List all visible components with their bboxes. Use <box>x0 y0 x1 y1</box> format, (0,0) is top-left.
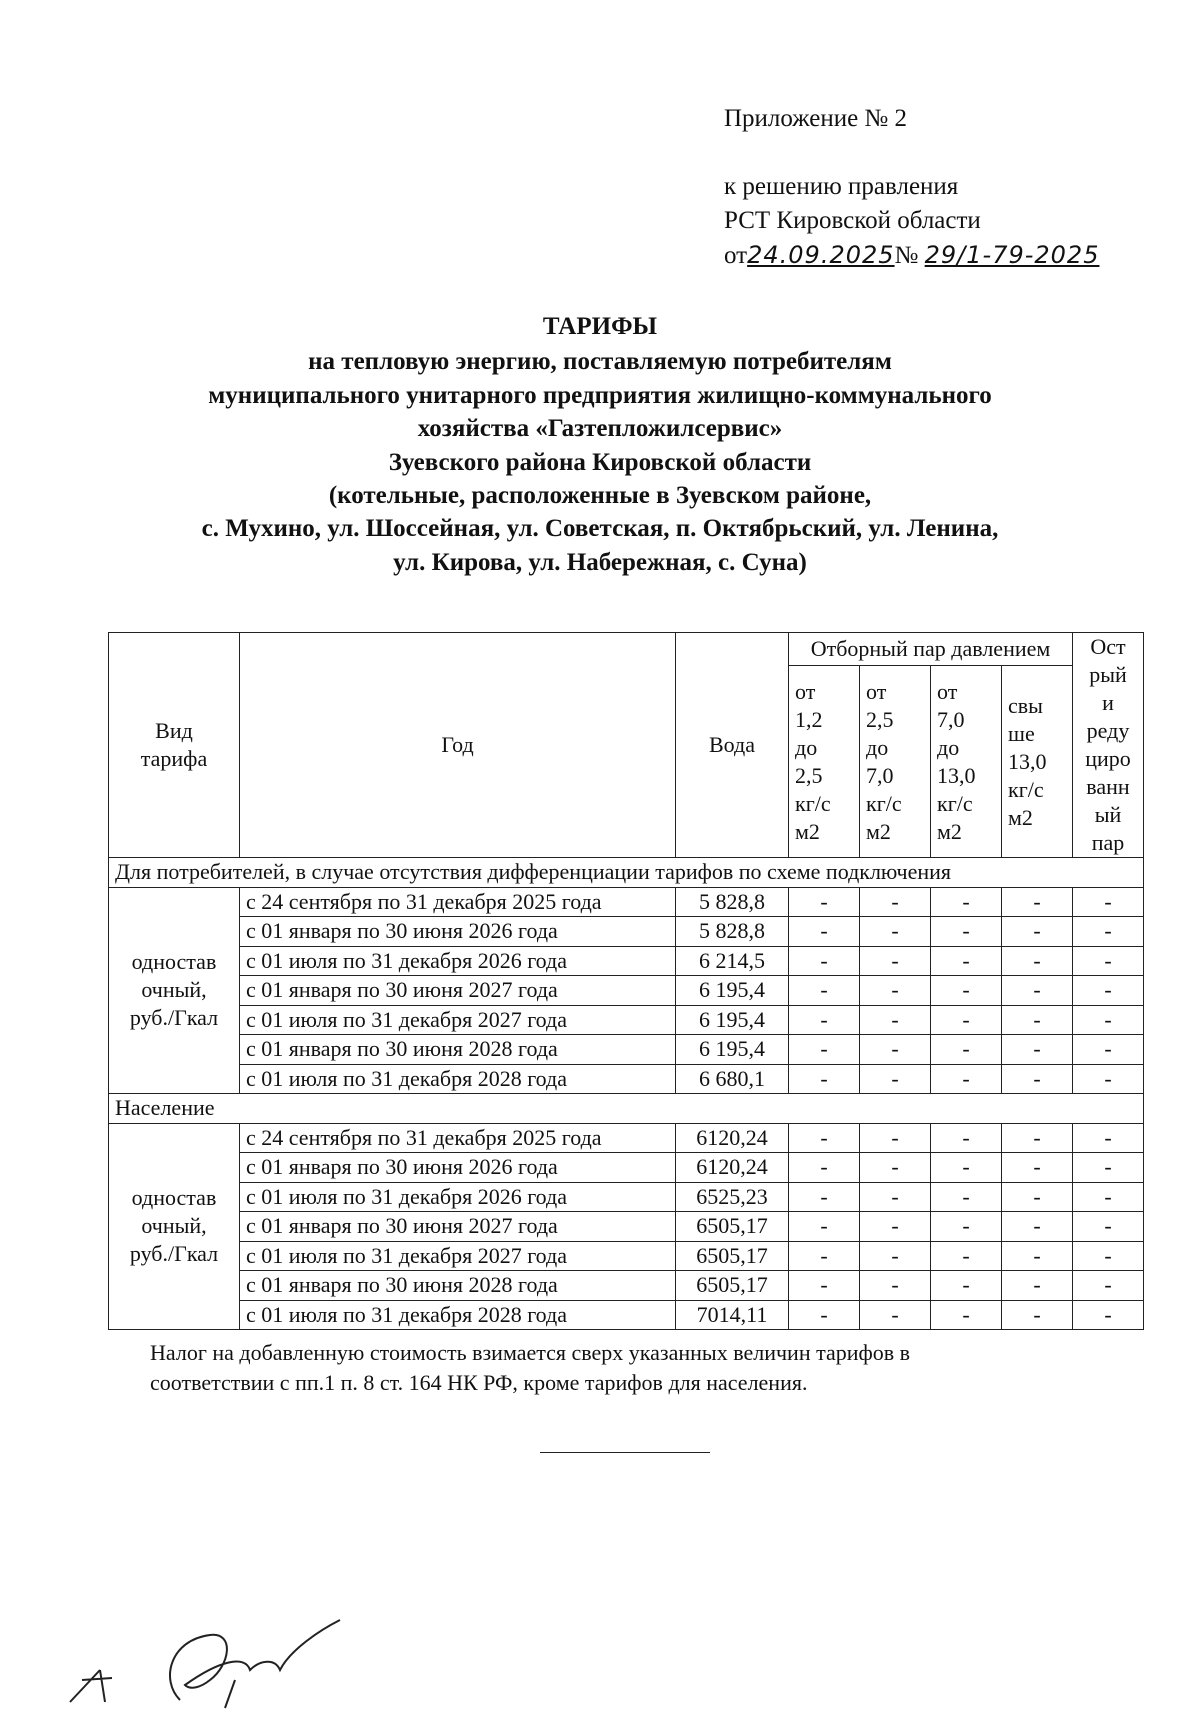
header-steam-line: кг/с <box>1008 776 1044 802</box>
header-steam-line: 13,0 <box>937 762 976 788</box>
water-value: 5 828,8 <box>676 917 789 947</box>
header-water: Вода <box>676 633 789 858</box>
steam-value: - <box>1002 976 1073 1006</box>
header-steam-line: от <box>937 678 958 704</box>
water-value: 6 195,4 <box>676 1035 789 1065</box>
steam-value: - <box>1002 1064 1073 1094</box>
table-row <box>109 1271 1144 1301</box>
ostr-value: - <box>1073 917 1144 947</box>
ostr-value: - <box>1073 1300 1144 1330</box>
vat-note-line: соответствии с пп.1 п. 8 ст. 164 НК РФ, кроме тарифов для населения. <box>150 1370 808 1395</box>
header-steam-line: 7,0 <box>866 762 894 788</box>
header-steam-line: кг/с <box>866 790 902 816</box>
steam-value: - <box>789 1153 860 1183</box>
steam-value: - <box>860 946 931 976</box>
steam-value: - <box>860 1035 931 1065</box>
header-steam-line: от <box>866 678 887 704</box>
header-vid-line: тарифа <box>140 746 208 771</box>
header-steam-col <box>931 666 1002 858</box>
header-ostr-line: Ост <box>1090 634 1126 659</box>
steam-value: - <box>1002 1123 1073 1153</box>
header-steam-line: кг/с <box>795 790 831 816</box>
water-value: 6505,17 <box>676 1271 789 1301</box>
table-row <box>109 1123 1144 1153</box>
steam-value: - <box>931 917 1002 947</box>
title-line: ул. Кирова, ул. Набережная, с. Суна) <box>393 548 807 576</box>
steam-value: - <box>860 1005 931 1035</box>
steam-value: - <box>1002 1212 1073 1242</box>
period-cell: с 24 сентября по 31 декабря 2025 года <box>240 887 676 917</box>
tariff-type-line: очный, <box>141 1213 207 1239</box>
header-ostr-line: рый <box>1089 662 1127 687</box>
period-cell: с 01 января по 30 июня 2027 года <box>240 976 676 1006</box>
handwritten-signature <box>60 1610 350 1710</box>
steam-value: - <box>789 1035 860 1065</box>
appendix-block <box>724 102 1099 273</box>
steam-value: - <box>1002 1035 1073 1065</box>
steam-value: - <box>860 1064 931 1094</box>
header-steam-line: от <box>795 678 816 704</box>
steam-value: - <box>931 1123 1002 1153</box>
steam-value: - <box>860 1153 931 1183</box>
ostr-value: - <box>1073 1182 1144 1212</box>
section-row <box>109 1094 1144 1124</box>
header-vid <box>109 633 240 858</box>
period-cell: с 01 января по 30 июня 2028 года <box>240 1035 676 1065</box>
appendix-gap <box>724 136 1099 170</box>
section-title: Население <box>109 1094 1144 1124</box>
steam-value: - <box>789 1271 860 1301</box>
appendix-date-line <box>724 238 1099 273</box>
period-cell: с 01 июля по 31 декабря 2028 года <box>240 1300 676 1330</box>
water-value: 6 214,5 <box>676 946 789 976</box>
steam-value: - <box>931 1182 1002 1212</box>
header-ostr <box>1073 633 1144 858</box>
ostr-value: - <box>1073 1064 1144 1094</box>
from-label: от <box>724 242 748 269</box>
steam-value: - <box>1002 946 1073 976</box>
steam-value: - <box>860 976 931 1006</box>
tariff-type <box>109 1123 240 1330</box>
table-row <box>109 946 1144 976</box>
water-value: 6505,17 <box>676 1212 789 1242</box>
header-ostr-line: ванн <box>1086 774 1130 799</box>
period-cell: с 24 сентября по 31 декабря 2025 года <box>240 1123 676 1153</box>
steam-value: - <box>789 976 860 1006</box>
title-line: муниципального унитарного предприятия жилищно-коммунального <box>208 381 992 409</box>
header-steam-line: свы <box>1008 692 1043 718</box>
steam-value: - <box>789 1182 860 1212</box>
tariff-type-line: одностав <box>131 949 217 975</box>
table-row <box>109 1300 1144 1330</box>
ostr-value: - <box>1073 946 1144 976</box>
steam-value: - <box>789 1123 860 1153</box>
period-cell: с 01 января по 30 июня 2027 года <box>240 1212 676 1242</box>
section-row <box>109 858 1144 888</box>
water-value: 6 195,4 <box>676 976 789 1006</box>
header-ostr-line: ый <box>1094 802 1122 827</box>
table-row <box>109 976 1144 1006</box>
water-value: 6120,24 <box>676 1153 789 1183</box>
header-ostr-line: и <box>1102 690 1114 715</box>
steam-value: - <box>931 1212 1002 1242</box>
number-label: № <box>894 242 919 269</box>
table-row <box>109 887 1144 917</box>
header-steam-line: 7,0 <box>937 706 965 732</box>
header-steam-line: до <box>795 734 818 760</box>
table-row <box>109 1241 1144 1271</box>
ostr-value: - <box>1073 1035 1144 1065</box>
period-cell: с 01 июля по 31 декабря 2026 года <box>240 1182 676 1212</box>
tariff-type-line: руб./Гкал <box>129 1005 219 1031</box>
period-cell: с 01 июля по 31 декабря 2027 года <box>240 1005 676 1035</box>
steam-value: - <box>789 1241 860 1271</box>
period-cell: с 01 января по 30 июня 2026 года <box>240 1153 676 1183</box>
ostr-value: - <box>1073 1005 1144 1035</box>
vat-note <box>150 1338 910 1398</box>
steam-value: - <box>789 946 860 976</box>
water-value: 6505,17 <box>676 1241 789 1271</box>
header-steam-line: м2 <box>937 818 962 844</box>
table-row <box>109 1005 1144 1035</box>
steam-value: - <box>931 1153 1002 1183</box>
steam-value: - <box>931 1271 1002 1301</box>
steam-value: - <box>1002 917 1073 947</box>
steam-value: - <box>931 1035 1002 1065</box>
header-steam-line: до <box>866 734 889 760</box>
steam-value: - <box>931 1064 1002 1094</box>
period-cell: с 01 июля по 31 декабря 2027 года <box>240 1241 676 1271</box>
steam-value: - <box>789 1005 860 1035</box>
ostr-value: - <box>1073 1123 1144 1153</box>
header-steam-line: 1,2 <box>795 706 823 732</box>
title-main: ТАРИФЫ <box>542 313 658 340</box>
ostr-value: - <box>1073 887 1144 917</box>
water-value: 5 828,8 <box>676 887 789 917</box>
steam-value: - <box>931 1005 1002 1035</box>
water-value: 6120,24 <box>676 1123 789 1153</box>
steam-value: - <box>1002 887 1073 917</box>
steam-value: - <box>1002 1005 1073 1035</box>
tariff-type-line: одностав <box>131 1185 217 1211</box>
title-line: хозяйства «Газтепложилсервис» <box>417 415 783 443</box>
ostr-value: - <box>1073 1271 1144 1301</box>
header-steam-line: 2,5 <box>795 762 823 788</box>
header-steam-line: 13,0 <box>1008 748 1047 774</box>
table-row <box>109 1035 1144 1065</box>
steam-value: - <box>860 917 931 947</box>
header-steam-line: кг/с <box>937 790 973 816</box>
tariff-table <box>108 632 1144 1330</box>
appendix-line1: к решению правления <box>724 173 959 200</box>
steam-value: - <box>1002 1241 1073 1271</box>
table-row <box>109 1212 1144 1242</box>
steam-value: - <box>789 917 860 947</box>
section-title: Для потребителей, в случае отсутствия дифференциации тарифов по схеме подключения <box>109 858 1144 888</box>
header-steam-line: до <box>937 734 960 760</box>
header-ostr-line: циро <box>1085 746 1131 771</box>
appendix-title: Приложение № 2 <box>724 105 908 132</box>
steam-value: - <box>1002 1271 1073 1301</box>
table-row <box>109 1064 1144 1094</box>
vat-note-line: Налог на добавленную стоимость взимается сверх указанных величин тарифов в <box>150 1340 911 1365</box>
handwritten-number: 29/1-79-2025 <box>924 241 1100 269</box>
header-steam-group: Отборный пар давлением <box>789 633 1073 666</box>
steam-value: - <box>860 1300 931 1330</box>
header-steam-line: м2 <box>1008 804 1033 830</box>
ostr-value: - <box>1073 1153 1144 1183</box>
water-value: 6525,23 <box>676 1182 789 1212</box>
tariff-table-body <box>109 633 1144 1330</box>
header-steam-col <box>860 666 931 858</box>
steam-value: - <box>1002 1300 1073 1330</box>
period-cell: с 01 января по 30 июня 2028 года <box>240 1271 676 1301</box>
ostr-value: - <box>1073 1212 1144 1242</box>
steam-value: - <box>789 887 860 917</box>
steam-value: - <box>789 1300 860 1330</box>
appendix-line2: РСТ Кировской области <box>724 207 981 234</box>
steam-value: - <box>860 1271 931 1301</box>
steam-value: - <box>860 1123 931 1153</box>
handwritten-date: 24.09.2025 <box>747 241 895 269</box>
header-steam-line: 2,5 <box>866 706 894 732</box>
steam-value: - <box>1002 1153 1073 1183</box>
document-title <box>0 310 1200 579</box>
steam-value: - <box>931 887 1002 917</box>
steam-value: - <box>789 1212 860 1242</box>
header-ostr-line: пар <box>1091 830 1125 855</box>
period-cell: с 01 января по 30 июня 2026 года <box>240 917 676 947</box>
title-line: с. Мухино, ул. Шоссейная, ул. Советская, п. Октябрьский, ул. Ленина, <box>201 515 999 543</box>
tariff-type-line: очный, <box>141 977 207 1003</box>
title-line: на тепловую энергию, поставляемую потребителям <box>308 348 892 376</box>
tariff-type-line: руб./Гкал <box>129 1241 219 1267</box>
header-steam-line: м2 <box>795 818 820 844</box>
water-value: 6 195,4 <box>676 1005 789 1035</box>
header-row <box>109 633 1144 666</box>
header-vid-line: Вид <box>155 718 193 743</box>
ostr-value: - <box>1073 976 1144 1006</box>
header-steam-col <box>1002 666 1073 858</box>
header-steam-line: ше <box>1008 720 1035 746</box>
steam-value: - <box>931 976 1002 1006</box>
table-row <box>109 917 1144 947</box>
steam-value: - <box>931 1241 1002 1271</box>
steam-value: - <box>860 1182 931 1212</box>
table-row <box>109 1182 1144 1212</box>
steam-value: - <box>931 1300 1002 1330</box>
period-cell: с 01 июля по 31 декабря 2028 года <box>240 1064 676 1094</box>
title-line: (котельные, расположенные в Зуевском районе, <box>328 482 872 510</box>
tariff-type <box>109 887 240 1094</box>
header-steam-col <box>789 666 860 858</box>
header-year: Год <box>240 633 676 858</box>
water-value: 7014,11 <box>676 1300 789 1330</box>
steam-value: - <box>1002 1182 1073 1212</box>
header-steam-line: м2 <box>866 818 891 844</box>
header-ostr-line: реду <box>1086 718 1130 743</box>
ostr-value: - <box>1073 1241 1144 1271</box>
closing-rule <box>540 1452 710 1453</box>
table-row <box>109 1153 1144 1183</box>
title-line: Зуевского района Кировской области <box>388 448 812 476</box>
steam-value: - <box>860 1241 931 1271</box>
steam-value: - <box>860 887 931 917</box>
steam-value: - <box>931 946 1002 976</box>
steam-value: - <box>860 1212 931 1242</box>
period-cell: с 01 июля по 31 декабря 2026 года <box>240 946 676 976</box>
water-value: 6 680,1 <box>676 1064 789 1094</box>
steam-value: - <box>789 1064 860 1094</box>
